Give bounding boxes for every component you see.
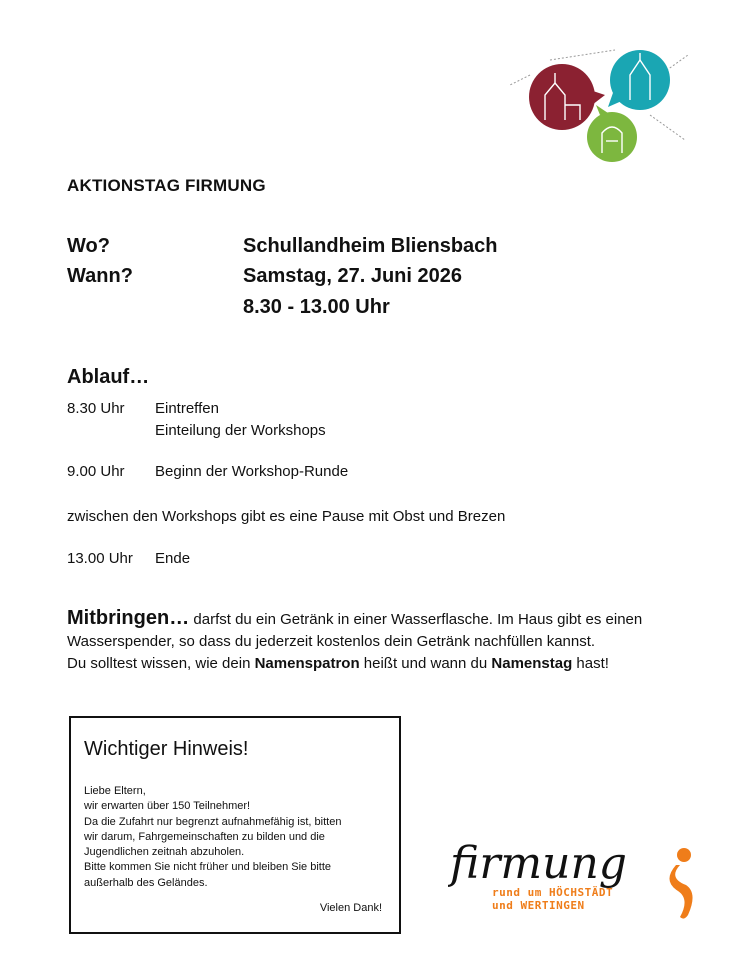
namenstag-emphasis: Namenstag bbox=[491, 655, 573, 672]
when-date: Samstag, 27. Juni 2026 bbox=[243, 265, 463, 287]
logo-tagline-2: und WERTINGEN bbox=[492, 899, 585, 912]
hinweis-line: Da die Zufahrt nur begrenzt aufnahmefähig ist, bitten bbox=[84, 815, 342, 828]
hinweis-line: Liebe Eltern, bbox=[84, 785, 146, 797]
logo-tagline-1: rund um HÖCHSTÄDT bbox=[492, 886, 614, 899]
hinweis-line: außerhalb des Geländes. bbox=[84, 876, 208, 889]
firmung-logo-icon bbox=[448, 833, 703, 928]
mitbringen-section bbox=[67, 607, 697, 675]
schedule-time: 13.00 Uhr bbox=[67, 550, 133, 567]
hinweis-line: wir erwarten über 150 Teilnehmer! bbox=[84, 800, 251, 813]
mitbringen-heading: Mitbringen… bbox=[67, 607, 190, 629]
closing-text: hast! bbox=[572, 655, 609, 672]
hinweis-thanks: Vielen Dank! bbox=[319, 902, 382, 914]
when-label: Wann? bbox=[67, 265, 133, 287]
speech-bubbles-logo-icon bbox=[510, 45, 690, 165]
schedule-activity: Beginn der Workshop-Runde bbox=[155, 463, 349, 480]
hinweis-line: Bitte kommen Sie nicht früher und bleiben Sie bitte bbox=[84, 861, 332, 874]
where-label: Wo? bbox=[67, 235, 110, 257]
page-title: AKTIONSTAG FIRMUNG bbox=[67, 176, 266, 195]
namenspatron-emphasis: Namenspatron bbox=[254, 655, 360, 672]
schedule-activity: Einteilung der Workshops bbox=[155, 422, 326, 439]
mitbringen-text: darfst du ein Getränk in einer Wasserflasche. Im Haus gibt es einen Wasserspender, so dass du jederzeit kostenlos dein Getränk nachfüllen kannst. bbox=[67, 611, 643, 650]
ablauf-heading: Ablauf… bbox=[67, 366, 150, 388]
schedule-note: zwischen den Workshops gibt es eine Pause mit Obst und Brezen bbox=[67, 508, 506, 525]
logo-wordmark: firmung bbox=[450, 838, 627, 889]
hinweis-line: wir darum, Fahrgemeinschaften zu bilden und die bbox=[84, 830, 325, 843]
namenstag-text: heißt und wann du bbox=[359, 655, 492, 672]
where-value: Schullandheim Bliensbach bbox=[243, 235, 498, 257]
hinweis-line: Jugendlichen zeitnah abzuholen. bbox=[84, 846, 245, 859]
schedule-activity: Eintreffen bbox=[155, 400, 219, 417]
hinweis-title: Wichtiger Hinweis! bbox=[84, 738, 249, 760]
when-time: 8.30 - 13.00 Uhr bbox=[243, 296, 390, 318]
namenspatron-text: Du solltest wissen, wie dein bbox=[67, 655, 255, 672]
schedule-time: 9.00 Uhr bbox=[67, 463, 125, 480]
hinweis-box bbox=[69, 716, 401, 934]
schedule-activity: Ende bbox=[155, 550, 191, 567]
schedule-time: 8.30 Uhr bbox=[67, 400, 125, 417]
hinweis-text bbox=[84, 784, 389, 891]
